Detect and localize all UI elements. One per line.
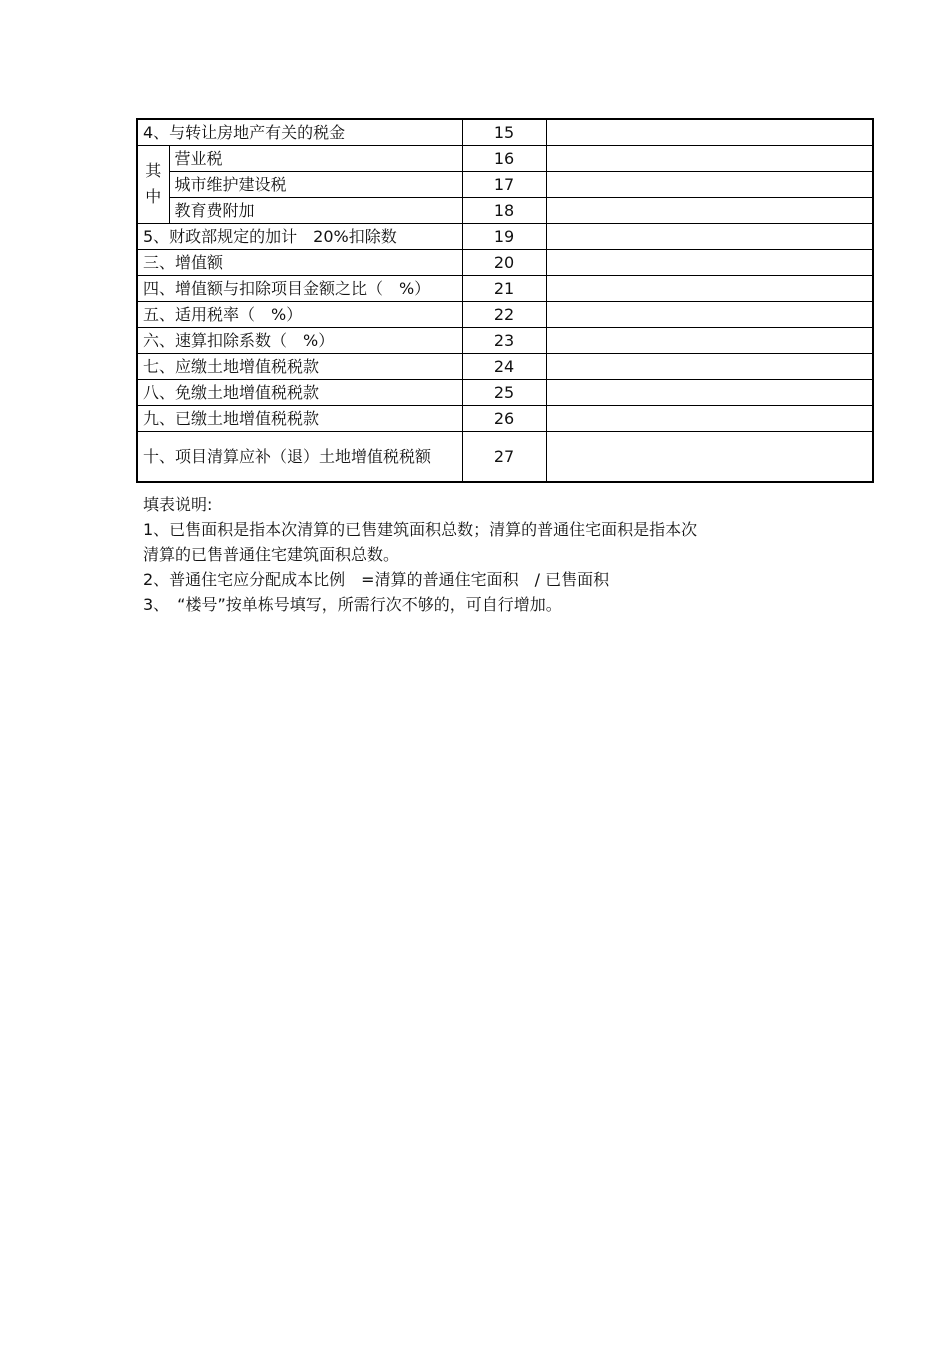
- row-value-cell: [546, 249, 873, 275]
- table-row: [137, 405, 873, 431]
- fill-instructions: [143, 492, 803, 617]
- row-label: 5、财政部规定的加计 20%扣除数: [137, 223, 462, 249]
- table-row: [137, 119, 873, 145]
- row-value-cell: [546, 119, 873, 145]
- row-number: 19: [462, 223, 546, 249]
- instruction-item-1-line-2: 清算的已售普通住宅建筑面积总数。: [143, 545, 400, 564]
- row-value-cell: [546, 145, 873, 171]
- row-number: 20: [462, 249, 546, 275]
- row-label: 七、应缴土地增值税税款: [137, 353, 462, 379]
- table-row: [137, 431, 873, 482]
- row-value-cell: [546, 275, 873, 301]
- row-label: 三、增值额: [137, 249, 462, 275]
- table-row: [137, 145, 873, 171]
- row-value-cell: [546, 171, 873, 197]
- table-row: [137, 223, 873, 249]
- instructions-heading: 填表说明:: [143, 495, 213, 514]
- row-label: 4、与转让房地产有关的税金: [137, 119, 462, 145]
- row-label: 教育费附加: [169, 197, 462, 223]
- row-label: 城市维护建设税: [169, 171, 462, 197]
- row-number: 23: [462, 327, 546, 353]
- row-number: 26: [462, 405, 546, 431]
- row-value-cell: [546, 353, 873, 379]
- row-number: 21: [462, 275, 546, 301]
- table-row: [137, 171, 873, 197]
- row-value-cell: [546, 223, 873, 249]
- instruction-item-3: 3、 “楼号”按单栋号填写，所需行次不够的，可自行增加。: [143, 595, 562, 614]
- row-number: 18: [462, 197, 546, 223]
- row-label: 六、速算扣除系数（ %）: [137, 327, 462, 353]
- row-label: 八、免缴土地增值税税款: [137, 379, 462, 405]
- row-number: 24: [462, 353, 546, 379]
- row-label: 四、增值额与扣除项目金额之比（ %）: [137, 275, 462, 301]
- table-row: [137, 301, 873, 327]
- row-label: 十、项目清算应补（退）土地增值税税额: [137, 431, 462, 482]
- tax-table: [136, 118, 874, 483]
- row-value-cell: [546, 405, 873, 431]
- row-label: 九、已缴土地增值税税款: [137, 405, 462, 431]
- row-value-cell: [546, 301, 873, 327]
- row-number: 27: [462, 431, 546, 482]
- row-number: 15: [462, 119, 546, 145]
- instruction-item-1-line-1: 1、已售面积是指本次清算的已售建筑面积总数；清算的普通住宅面积是指本次: [143, 520, 698, 539]
- row-value-cell: [546, 379, 873, 405]
- row-number: 17: [462, 171, 546, 197]
- row-label: 营业税: [169, 145, 462, 171]
- table-row: [137, 249, 873, 275]
- row-value-cell: [546, 431, 873, 482]
- table-row: [137, 197, 873, 223]
- row-number: 25: [462, 379, 546, 405]
- table-row: [137, 275, 873, 301]
- instruction-item-2: 2、普通住宅应分配成本比例 =清算的普通住宅面积 / 已售面积: [143, 570, 610, 589]
- row-value-cell: [546, 197, 873, 223]
- table-row: [137, 353, 873, 379]
- row-value-cell: [546, 327, 873, 353]
- row-number: 16: [462, 145, 546, 171]
- table-row: [137, 379, 873, 405]
- row-label: 五、适用税率（ %）: [137, 301, 462, 327]
- table-row: [137, 327, 873, 353]
- group-label: 其中: [137, 145, 169, 223]
- row-number: 22: [462, 301, 546, 327]
